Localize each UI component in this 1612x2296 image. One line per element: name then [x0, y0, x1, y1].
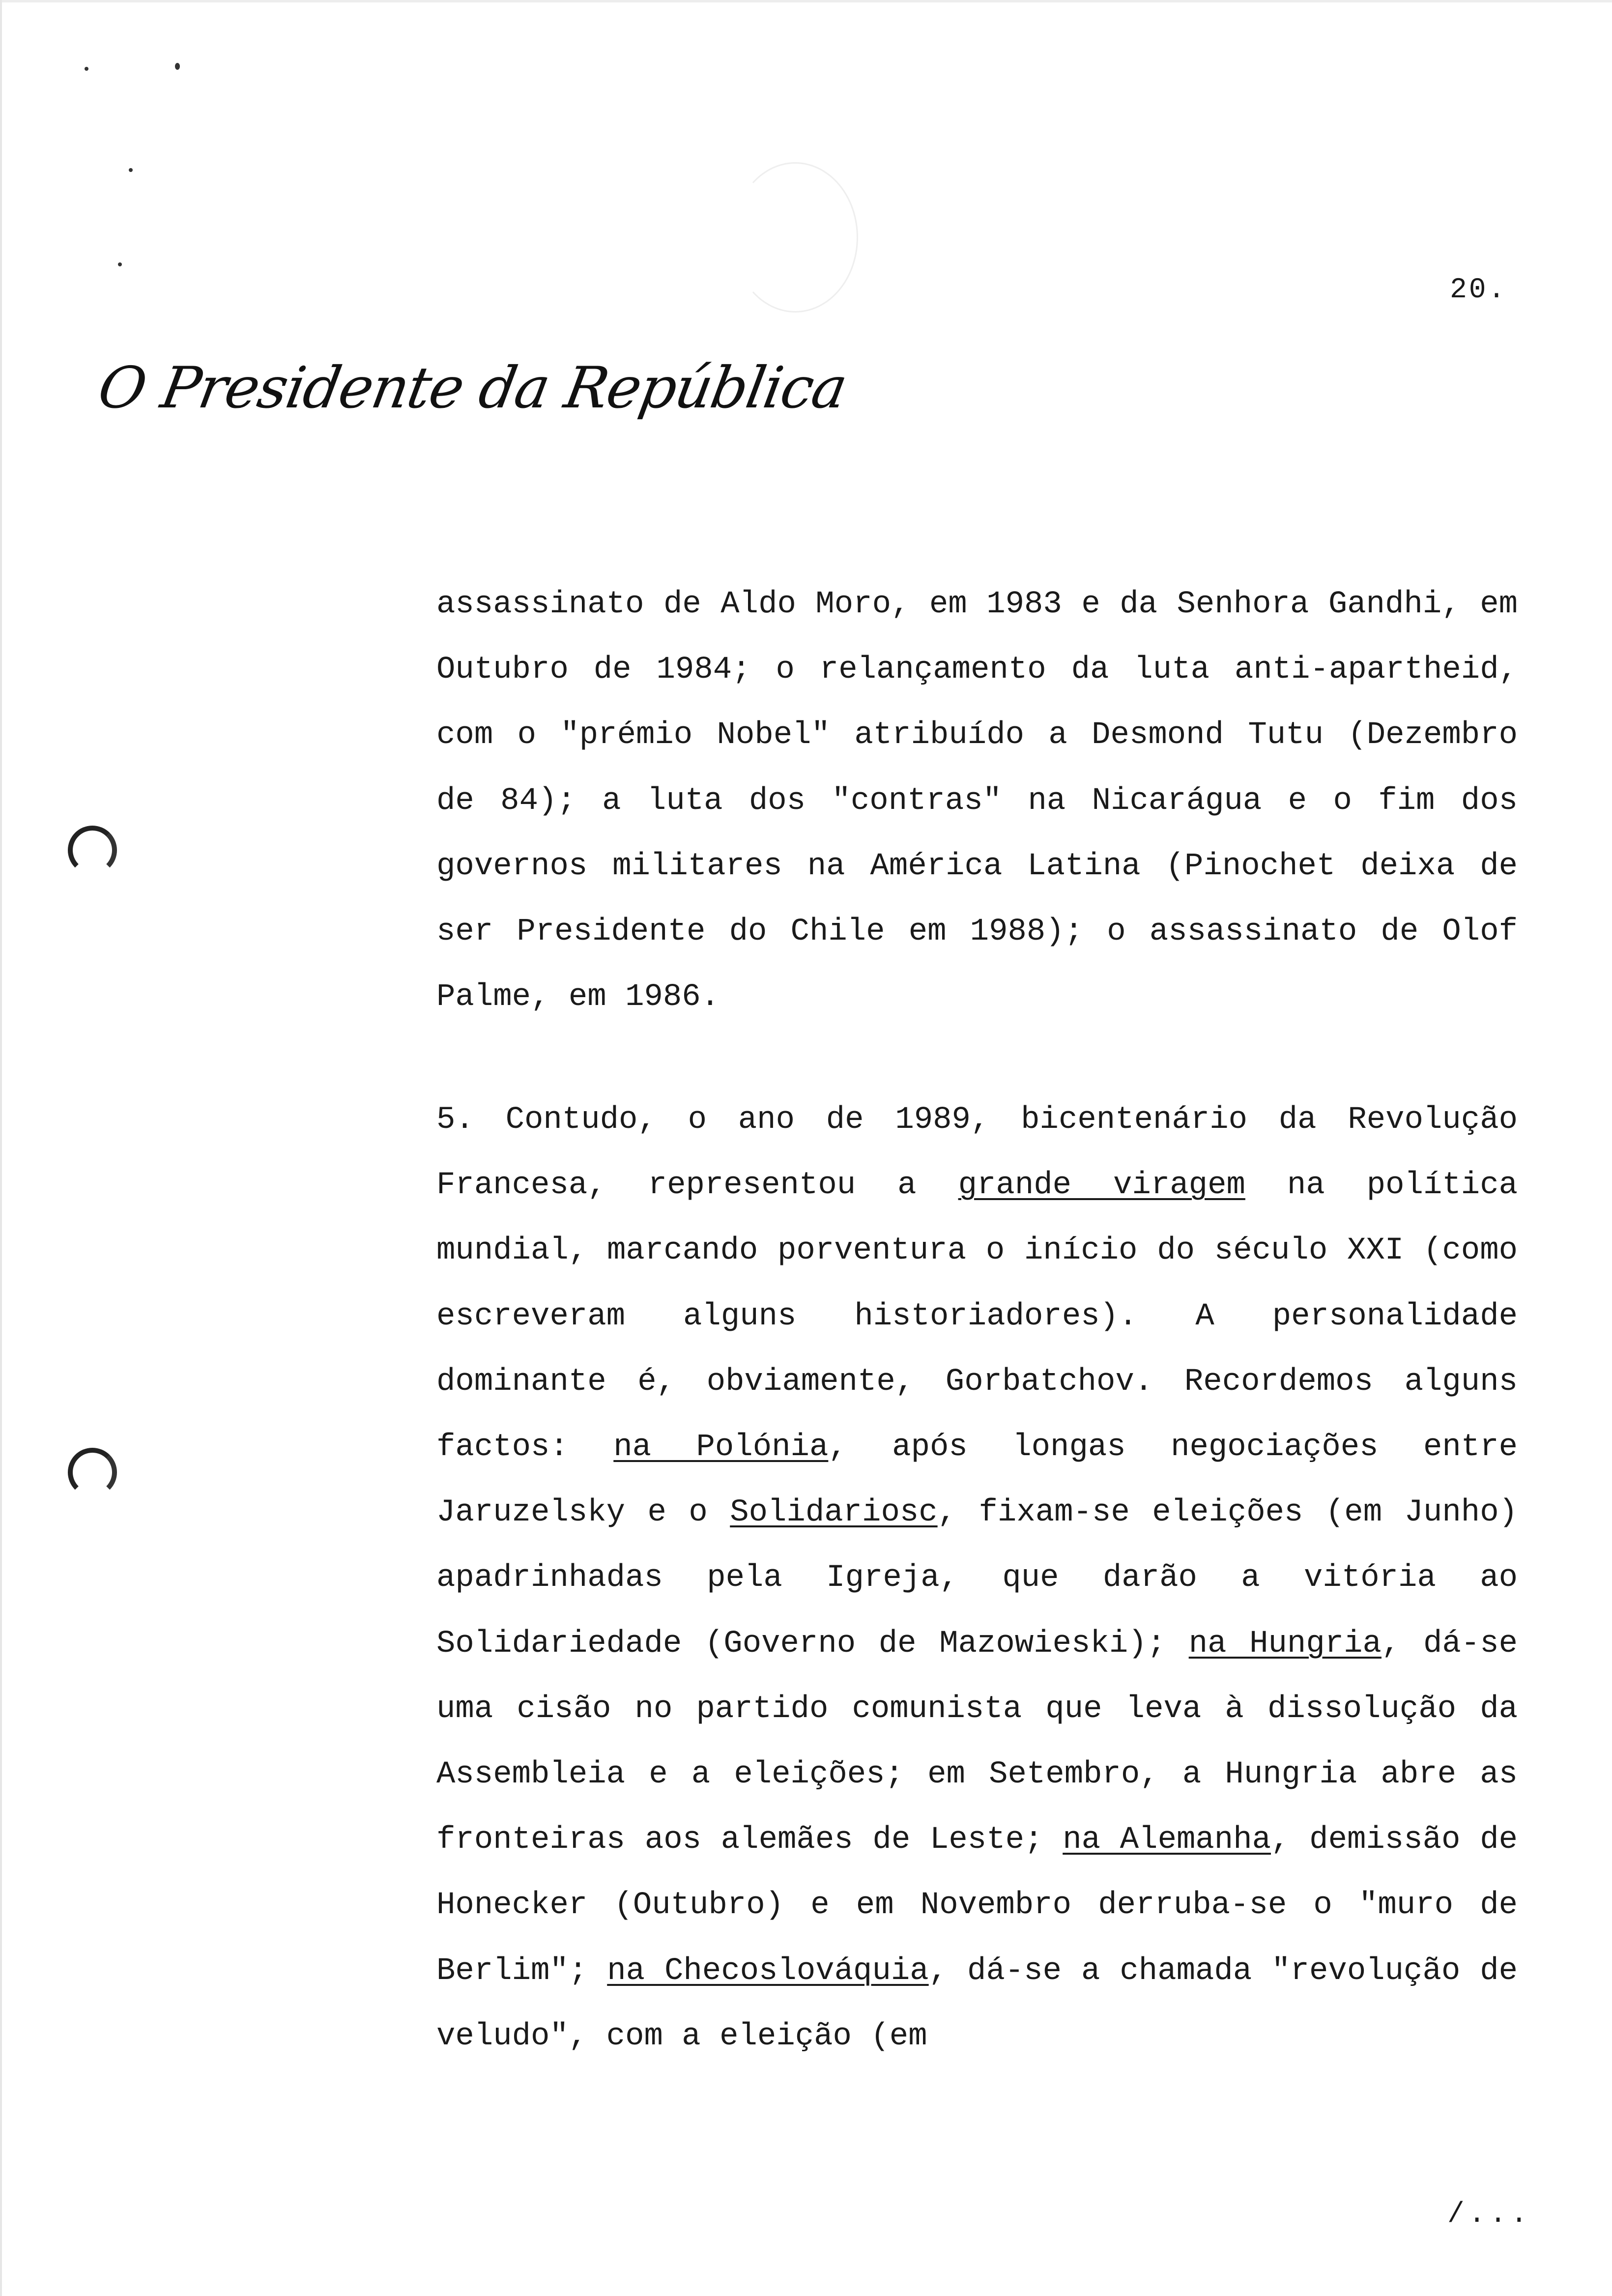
text-run: , fixam-se eleições (em Junho) apadrinhadas pela Igreja, que darão a vitória ao Solidariedade (Governo de Mazowieski);: [436, 1495, 1518, 1662]
text-run: , dá-se uma cisão no partido comunista que leva à dissolução da Assembleia e a eleições; em Setembro, a Hungria abre as fronteiras aos alemães de Leste;: [436, 1626, 1518, 1858]
punch-hole-mark: [68, 826, 117, 875]
punch-hole-mark: [68, 1448, 117, 1497]
scan-speck: [129, 168, 133, 172]
underlined-phrase: na Hungria: [1188, 1626, 1382, 1662]
underlined-phrase: grande viragem: [958, 1168, 1245, 1204]
paragraph-continuation: [436, 572, 1518, 1030]
scan-speck: [118, 262, 122, 266]
underlined-phrase: Solidariosc: [730, 1495, 938, 1531]
scan-top-edge: [0, 0, 1612, 2]
continuation-mark: /...: [1447, 2199, 1532, 2231]
text-run: , demissão de Honecker (Outubro) e em Novembro derruba-se o "muro de Berlim";: [436, 1822, 1518, 1989]
underlined-phrase: na Alemanha: [1063, 1822, 1271, 1858]
scan-speck: [85, 67, 88, 71]
underlined-phrase: na Polónia: [613, 1430, 829, 1465]
faint-stamp-mark: [732, 162, 858, 313]
letterhead-title: O Presidente da República: [93, 355, 852, 421]
text-run: , após longas negociações entre Jaruzelsky e o: [436, 1430, 1518, 1531]
scan-speck: [175, 63, 180, 70]
text-run: na política mundial, marcando porventura o início do século XXI (como escreveram alguns historiadores). A personalidade dominante é, obviamente, Gorbatchov. Recordemos alguns factos:: [436, 1168, 1518, 1465]
scan-left-edge: [0, 0, 2, 2296]
paragraph-5: [436, 1088, 1518, 2069]
text-run: 5. Contudo, o ano de 1989, bicentenário da Revolução Francesa, representou a: [436, 1102, 1518, 1204]
underlined-phrase: na Checoslováquia: [607, 1953, 929, 1989]
text-run: assassinato de Aldo Moro, em 1983 e da Senhora Gandhi, em Outubro de 1984; o relançamento da luta anti-apartheid, com o "prémio Nobel" atribuído a Desmond Tutu (Dezembro de 84); a luta dos "contras" na Nicarágua e o fim dos governos militares na América Latina (Pinochet deixa de ser Presidente do Chile em 1988); o assassinato de Olof Palme, em 1986.: [436, 587, 1518, 1015]
text-run: , dá-se a chamada "revolução de veludo", com a eleição (em: [436, 1953, 1518, 2054]
page-number: 20.: [1450, 274, 1507, 306]
